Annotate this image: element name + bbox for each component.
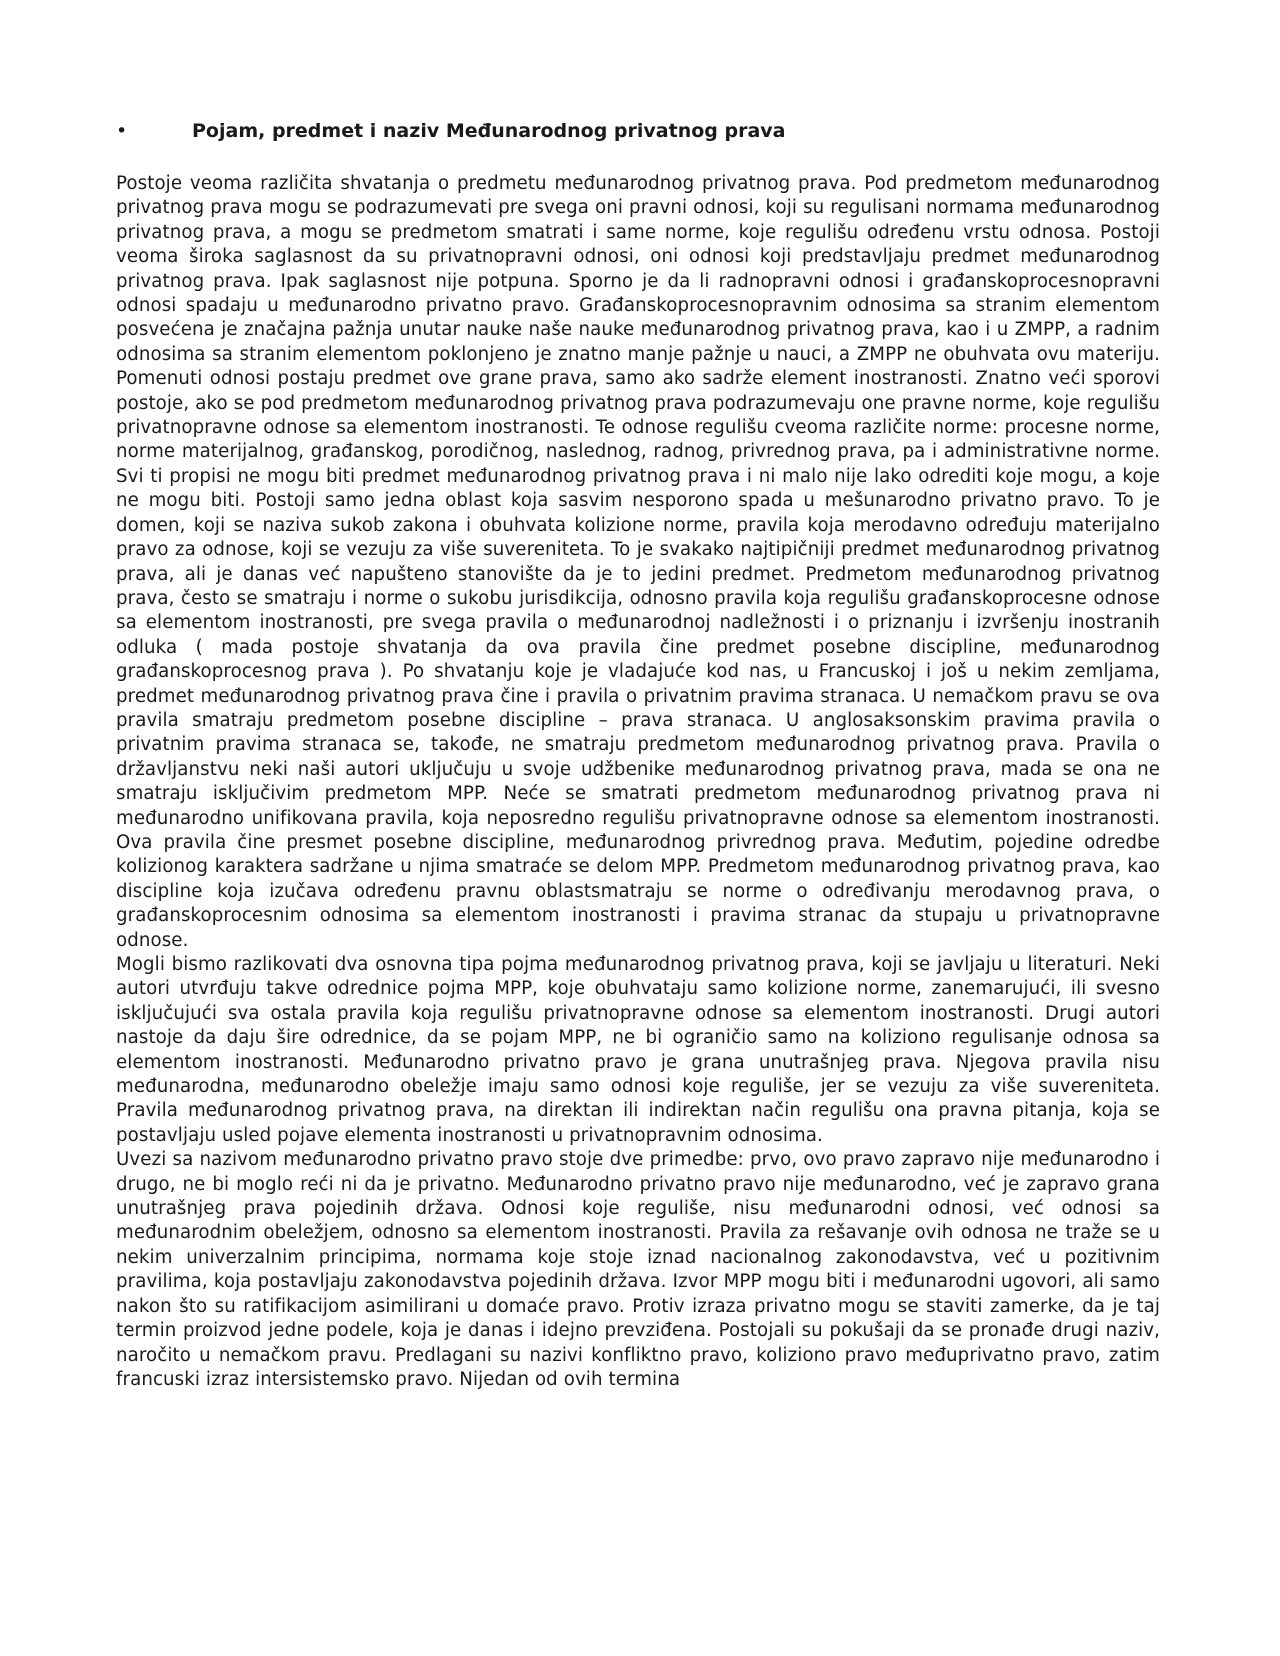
document-body: [116, 172, 1160, 1392]
paragraph-naming: Uvezi sa nazivom međunarodno privatno pravo stoje dve primedbe: prvo, ovo pravo zapravo nije međunarodno i drugo, ne bi moglo reći ni da je privatno. Međunarodno privatno pravo nije međunarodno, već je zapravo grana unutrašnjeg prava pojedinih država. Odnosi koje reguliše, nisu međunarodni odnosi, već odnosi sa međunarodnim obeležjem, odnosno sa elementom inostranosti. Pravila za rešavanje ovih odnosa ne traže se u nekim univerzalnim principima, normama koje stoje iznad nacionalnog zakonodavstva, već u pozitivnim pravilima, koja postavljaju zakonodavstva pojedinih država. Izvor MPP mogu biti i međunarodni ugovori, ali samo nakon što su ratifikacijom asimilirani u domaće pravo. Protiv izraza privatno mogu se staviti zamerke, da je taj termin proizvod jedne podele, koja je danas i idejno prevziđena. Postojali su pokušaji da se pronađe drugi naziv, naročito u nemačkom pravu. Predlagani su nazivi konfliktno pravo, koliziono pravo međuprivatno pravo, zatim francuski izraz intersistemsko pravo. Nijedan od ovih termina: [116, 1149, 1160, 1390]
paragraph-concept-types: Mogli bismo razlikovati dva osnovna tipa pojma međunarodnog privatnog prava, koji se javljaju u literaturi. Neki autori utvrđuju takve odrednice pojma MPP, koje obuhvataju samo kolizione norme, zanemarujući, ili svesno isključujući sva ostala pravila koja regulišu privatnopravne odnose sa elementom inostranosti. Drugi autori nastoje da daju šire odrednice, da se pojam MPP, ne bi ograničio samo na koliziono regulisanje odnosa sa elementom inostranosti. Međunarodno privatno pravo je grana unutrašnjeg prava. Njegova pravila nisu međunarodna, međunarodno obeležje imaju samo odnosi koje reguliše, jer se vezuju za više suvereniteta. Pravila međunarodnog privatnog prava, na direktan ili indirektan način regulišu ona pravna pitanja, koja se postavljaju usled pojave elementa inostranosti u privatnopravnim odnosima.: [116, 954, 1160, 1146]
heading-title: Pojam, predmet i naziv Međunarodnog privatnog prava: [192, 120, 786, 142]
paragraph-subject-matter: Postoje veoma različita shvatanja o predmetu međunarodnog privatnog prava. Pod predmetom međunarodnog privatnog prava mogu se podrazumevati pre svega oni pravni odnosi, koji su regulisani normama međunarodnog privatnog prava, a mogu se predmetom smatrati i same norme, koje regulišu određenu vrstu odnosa. Postoji veoma široka saglasnost da su privatnopravni odnosi, oni odnosi koji predstavljaju predmet međunarodnog privatnog prava. Ipak saglasnost nije potpuna. Sporno je da li radnopravni odnosi i građanskoprocesnopravni odnosi spadaju u međunarodno privatno pravo. Građanskoprocesnopravnim odnosima sa stranim elementom posvećena je značajna pažnja unutar nauke naše nauke međunarodnog privatnog prava, kao i u ZMPP, a radnim odnosima sa stranim elementom poklonjeno je znatno manje pažnje u nauci, a ZMPP ne obuhvata ovu materiju. Pomenuti odnosi postaju predmet ove grane prava, samo ako sadrže element inostranosti. Znatno veći sporovi postoje, ako se pod predmetom međunarodnog privatnog prava podrazumevaju one pravne norme, koje regulišu privatnopravne odnose sa elementom inostranosti. Te odnose regulišu cveoma različite norme: procesne norme, norme materijalnog, građanskog, porodičnog, naslednog, radnog, privrednog prava, pa i administrativne norme. Svi ti propisi ne mogu biti predmet međunarodnog privatnog prava i ni malo nije lako odrediti koje mogu, a koje ne mogu biti. Postoji samo jedna oblast koja sasvim nesporono spada u mešunarodno privatno pravo. To je domen, koji se naziva sukob zakona i obuhvata kolizione norme, pravila koja merodavno određuju materijalno pravo za odnose, koji se vezuju za više suvereniteta. To je svakako najtipičniji predmet međunarodnog privatnog prava, ali je danas već napušteno stanovište da je to jedini predmet. Predmetom međunarodnog privatnog prava, često se smatraju i norme o sukobu jurisdikcija, odnosno pravila koja regulišu građanskoprocesne odnose sa elementom inostranosti, pre svega pravila o međunarodnoj nadležnosti i o priznanju i izvršenju inostranih odluka ( mada postoje shvatanja da ova pravila čine predmet posebne discipline, međunarodnog građanskoprocesnog prava ). Po shvatanju koje je vladajuće kod nas, u Francuskoj i još u nekim zemljama, predmet međunarodnog privatnog prava čine i pravila o privatnim pravima stranaca. U nemačkom pravu se ova pravila smatraju predmetom posebne discipline – prava stranaca. U anglosaksonskim pravima pravila o privatnim pravima stranaca se, takođe, ne smatraju predmetom međunarodnog privatnog prava. Pravila o državljanstvu neki naši autori uključuju u svoje udžbenike međunarodnog privatnog prava, mada se ona ne smatraju isključivim predmetom MPP. Neće se smatrati predmetom međunarodnog privatnog prava ni međunarodno unifikovana pravila, koja neposredno regulišu privatnopravne odnose sa elementom inostranosti. Ova pravila čine presmet posebne discipline, međunarodnog privrednog prava. Međutim, pojedine odredbe kolizionog karaktera sadržane u njima smatraće se delom MPP. Predmetom međunarodnog privatnog prava, kao discipline koja izučava određenu pravnu oblastsmatraju se norme o određivanju merodavnog prava, o građanskoprocesnim odnosima sa elementom inostranosti i pravima stranac da stupaju u privatnopravne odnose.: [116, 173, 1160, 951]
bullet-marker: •: [116, 120, 128, 142]
